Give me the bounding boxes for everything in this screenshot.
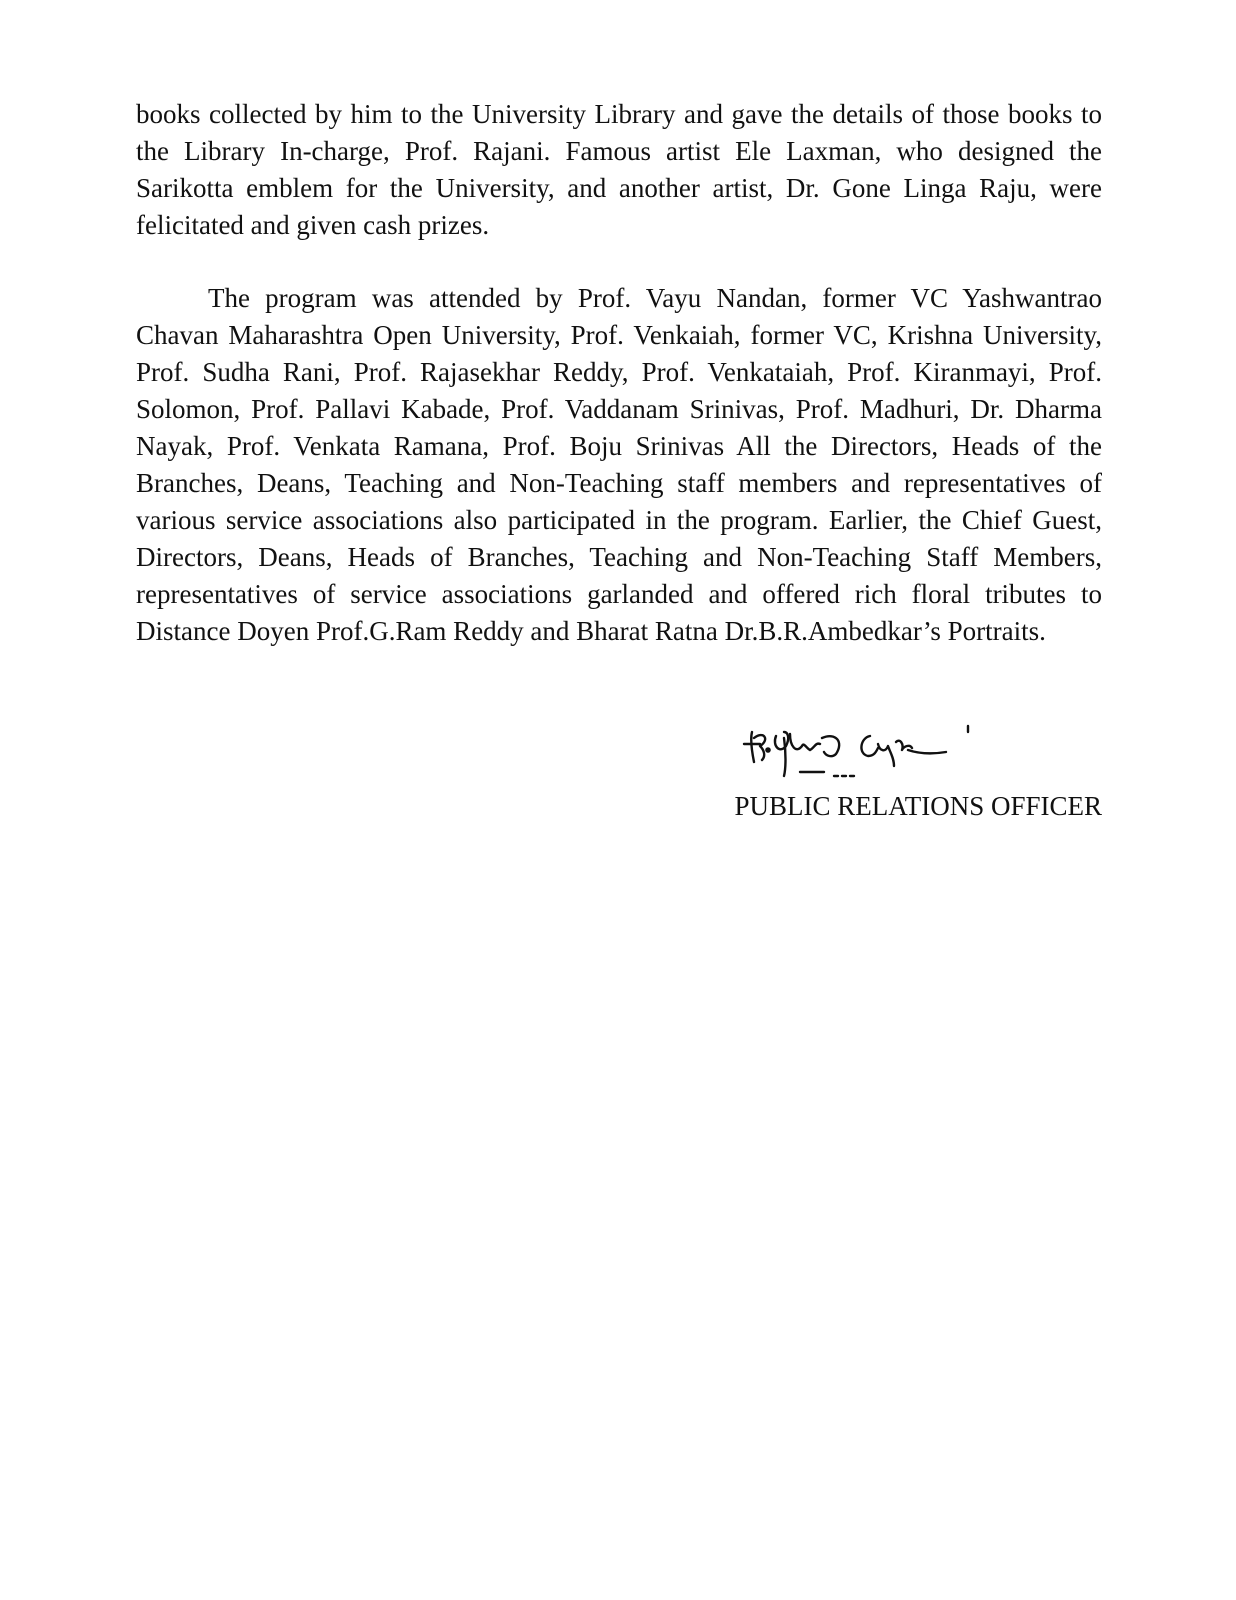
paragraph-library-donation: books collected by him to the University Library and gave the details of those books to the Library In-charge, Prof. Rajani. Famous artist Ele Laxman, who designed the Sarikotta emblem for the University, and another artist, Dr. Gone Linga Raju, were felicitated and given cash prizes. bbox=[136, 99, 1102, 240]
paragraph-attendees: The program was attended by Prof. Vayu Nandan, former VC Yashwantrao Chavan Maharashtra Open University, Prof. Venkaiah, former VC, Krishna University, Prof. Sudha Rani, Prof. Rajasekhar Reddy, Prof. Venkataiah, Prof. Kiranmayi, Prof. Solomon, Prof. Pallavi Kabade, Prof. Vaddanam Srinivas, Prof. Madhuri, Dr. Dharma Nayak, Prof. Venkata Ramana, Prof. Boju Srinivas All the Directors, Heads of the Branches, Deans, Teaching and Non-Teaching staff members and representatives of various service associations also participated in the program. Earlier, the Chief Guest, Directors, Deans, Heads of Branches, Teaching and Non-Teaching Staff Members, representatives of service associations garlanded and offered rich floral tributes to Distance Doyen Prof.G.Ram Reddy and Bharat Ratna Dr.B.R.Ambedkar’s Portraits. bbox=[136, 283, 1102, 646]
handwritten-signature-icon bbox=[740, 718, 980, 792]
designation-title: PUBLIC RELATIONS OFFICER bbox=[734, 791, 1102, 821]
